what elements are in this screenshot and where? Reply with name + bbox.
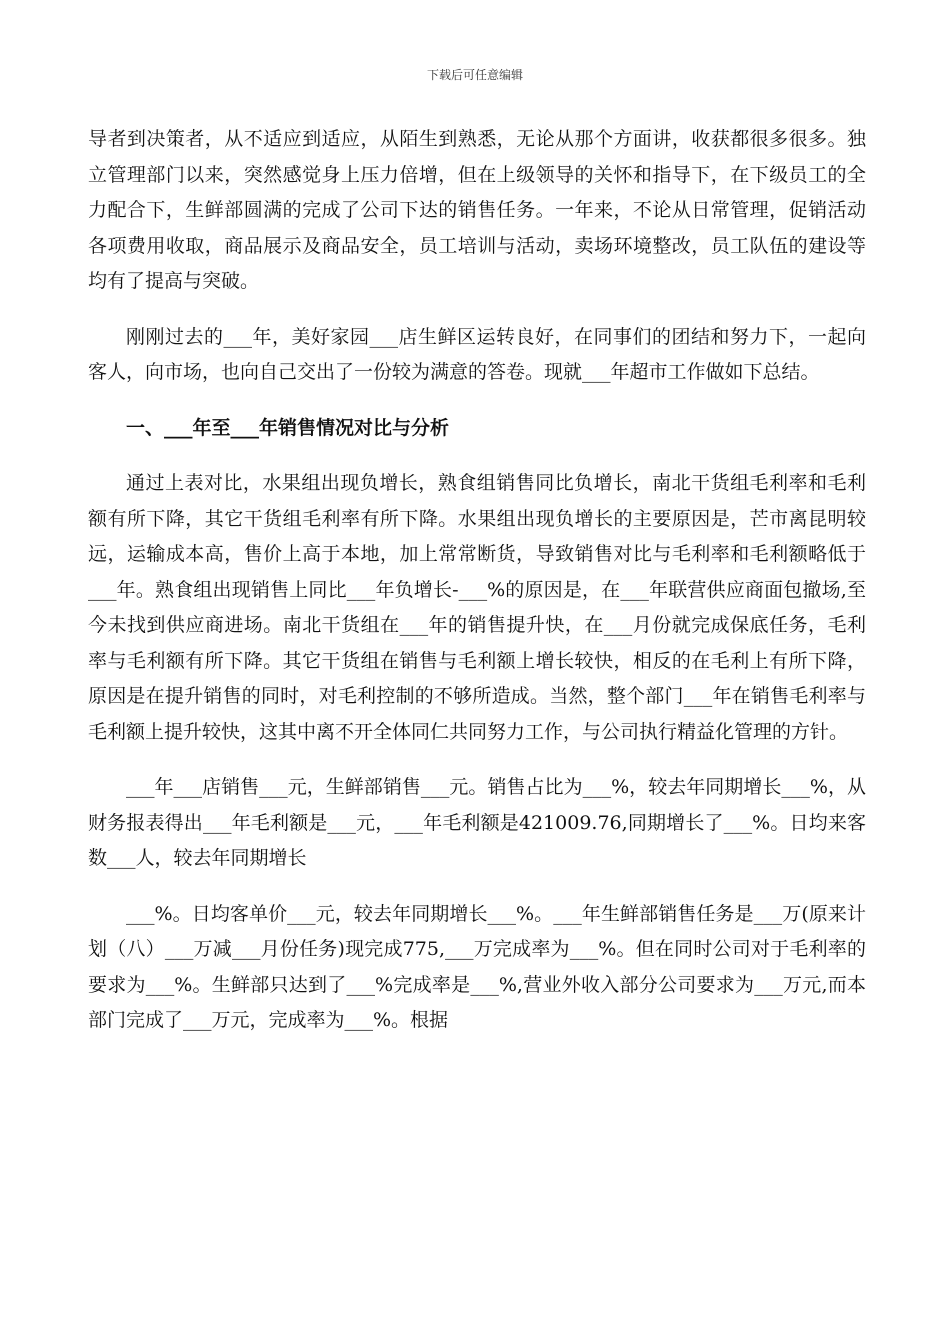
paragraph-1: 导者到决策者，从不适应到适应，从陌生到熟悉，无论从那个方面讲，收获都很多很多。独立管理部门以来，突然感觉身上压力倍增，但在上级领导的关怀和指导下，在下级员工的全力配合下，生鲜部圆满的完成了公司下达的销售任务。一年来，不论从日常管理，促销活动各项费用收取，商品展示及商品安全，员工培训与活动，卖场环境整改，员工队伍的建设等均有了提高与突破。 bbox=[88, 128, 866, 292]
document-body bbox=[88, 122, 866, 1039]
paragraph-4: ___年___店销售___元，生鲜部销售___元。销售占比为___%，较去年同期增长___%，从财务报表得出___年毛利额是___元，___年毛利额是421009.76,同期增长了___%。日均来客数___人，较去年同期增长 bbox=[88, 776, 866, 869]
paragraph-2: 刚刚过去的___年，美好家园___店生鲜区运转良好，在同事们的团结和努力下，一起向客人，向市场，也向自己交出了一份较为满意的答卷。现就___年超市工作做如下总结。 bbox=[88, 325, 866, 383]
section-heading: 一、___年至___年销售情况对比与分析 bbox=[126, 416, 450, 439]
paragraph-3: 通过上表对比，水果组出现负增长，熟食组销售同比负增长，南北干货组毛利率和毛利额有所下降，其它干货组毛利率有所下降。水果组出现负增长的主要原因是，芒市离昆明较远，运输成本高，售价上高于本地，加上常常断货，导致销售对比与毛利率和毛利额略低于___年。熟食组出现销售上同比___年负增长-___%的原因是，在___年联营供应商面包撤场,至今未找到供应商进场。南北干货组在___年的销售提升快，在___月份就完成保底任务，毛利率与毛利额有所下降。其它干货组在销售与毛利额上增长较快，相反的在毛利上有所下降，原因是在提升销售的同时，对毛利控制的不够所造成。当然，整个部门___年在销售毛利率与毛利额上提升较快，这其中离不开全体同仁共同努力工作，与公司执行精益化管理的方针。 bbox=[88, 472, 866, 743]
paragraph-5: ___%。日均客单价___元，较去年同期增长___%。___年生鲜部销售任务是___万(原来计划（八）___万减___月份任务)现完成775,___万完成率为___%。但在同时公司对于毛利率的要求为___%。生鲜部只达到了___%完成率是___%,营业外收入部分公司要求为___万元,而本部门完成了___万元，完成率为___%。根据 bbox=[88, 902, 866, 1031]
page-header: 下载后可任意编辑 bbox=[426, 68, 523, 82]
